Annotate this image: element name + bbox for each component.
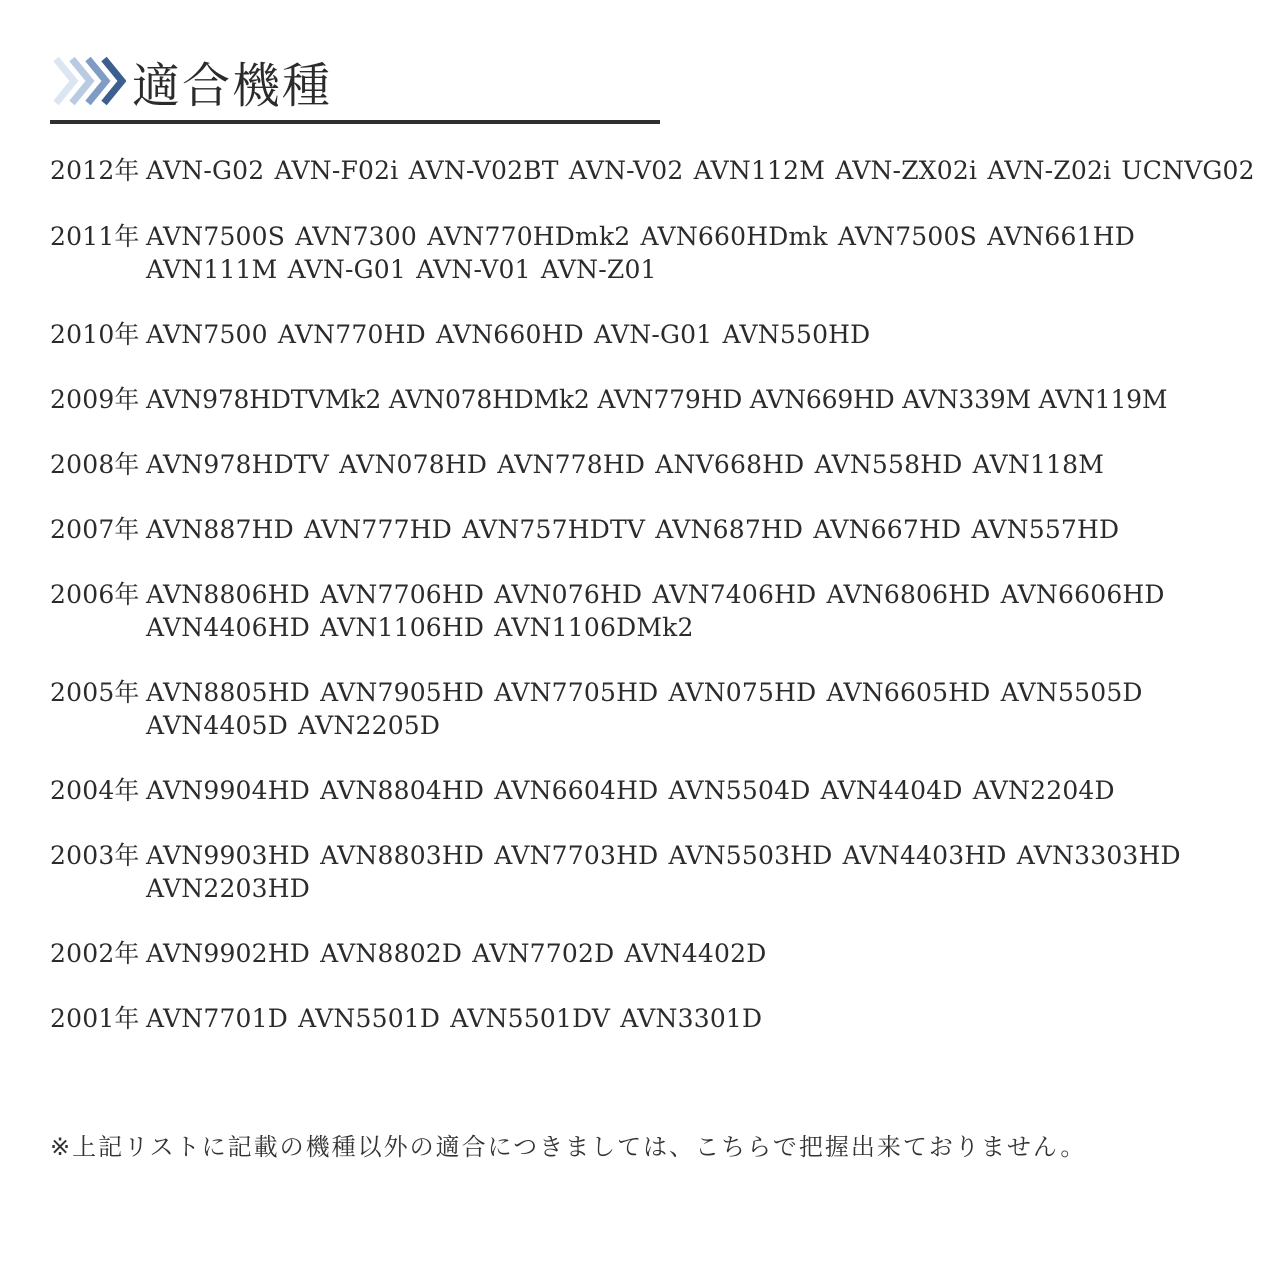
model-names: AVN9902HD AVN8802D AVN7702D AVN4402D — [146, 939, 767, 968]
year-row — [50, 513, 1260, 546]
year-label: 2002年 — [50, 939, 140, 968]
year-row — [50, 774, 1260, 807]
year-row — [50, 578, 1260, 644]
model-names: AVN7500S AVN7300 AVN770HDmk2 AVN660HDmk AVN7500S AVN661HD AVN111M AVN-G01 AVN-V01 AVN-Z01 — [146, 222, 1135, 284]
year-row — [50, 937, 1260, 970]
year-label: 2006年 — [50, 580, 140, 609]
year-label: 2004年 — [50, 776, 140, 805]
year-label: 2005年 — [50, 678, 140, 707]
model-names: AVN9904HD AVN8804HD AVN6604HD AVN5504D AVN4404D AVN2204D — [146, 776, 1115, 805]
year-label: 2010年 — [50, 320, 140, 349]
year-row — [50, 448, 1260, 481]
model-names: AVN978HDTVMk2 AVN078HDMk2 AVN779HD AVN669HD AVN339M AVN119M — [146, 385, 1168, 414]
year-label: 2003年 — [50, 841, 140, 870]
year-label: 2008年 — [50, 450, 140, 479]
year-label: 2007年 — [50, 515, 140, 544]
year-row — [50, 1002, 1260, 1035]
year-row — [50, 318, 1260, 351]
model-names: AVN887HD AVN777HD AVN757HDTV AVN687HD AVN667HD AVN557HD — [146, 515, 1120, 544]
section-header — [50, 46, 332, 116]
year-label: 2001年 — [50, 1004, 140, 1033]
year-row — [50, 383, 1260, 416]
year-row — [50, 839, 1260, 905]
model-names: AVN9903HD AVN8803HD AVN7703HD AVN5503HD AVN4403HD AVN3303HD AVN2203HD — [146, 841, 1181, 903]
model-names: AVN978HDTV AVN078HD AVN778HD ANV668HD AVN558HD AVN118M — [146, 450, 1105, 479]
model-names: AVN8805HD AVN7905HD AVN7705HD AVN075HD AVN6605HD AVN5505D AVN4405D AVN2205D — [146, 678, 1143, 740]
year-label: 2012年 — [50, 156, 140, 185]
year-row — [50, 154, 1260, 187]
model-list — [50, 154, 1260, 1035]
model-names: AVN-G02 AVN-F02i AVN-V02BT AVN-V02 AVN112M AVN-ZX02i AVN-Z02i UCNVG02 — [146, 156, 1255, 185]
disclaimer-note: ※上記リストに記載の機種以外の適合につきましては、こちらで把握出来ておりません。 — [50, 1133, 1087, 1161]
model-names: AVN7701D AVN5501D AVN5501DV AVN3301D — [146, 1004, 763, 1033]
header-divider — [50, 120, 660, 124]
year-label: 2011年 — [50, 222, 140, 251]
model-names: AVN7500 AVN770HD AVN660HD AVN-G01 AVN550HD — [146, 320, 871, 349]
model-names: AVN8806HD AVN7706HD AVN076HD AVN7406HD AVN6806HD AVN6606HD AVN4406HD AVN1106HD AVN1106DMk2 — [146, 580, 1165, 642]
double-chevron-right-icon — [50, 51, 126, 111]
year-row — [50, 676, 1260, 742]
year-label: 2009年 — [50, 385, 140, 414]
page-title: 適合機種 — [132, 57, 333, 114]
year-row — [50, 220, 1260, 286]
